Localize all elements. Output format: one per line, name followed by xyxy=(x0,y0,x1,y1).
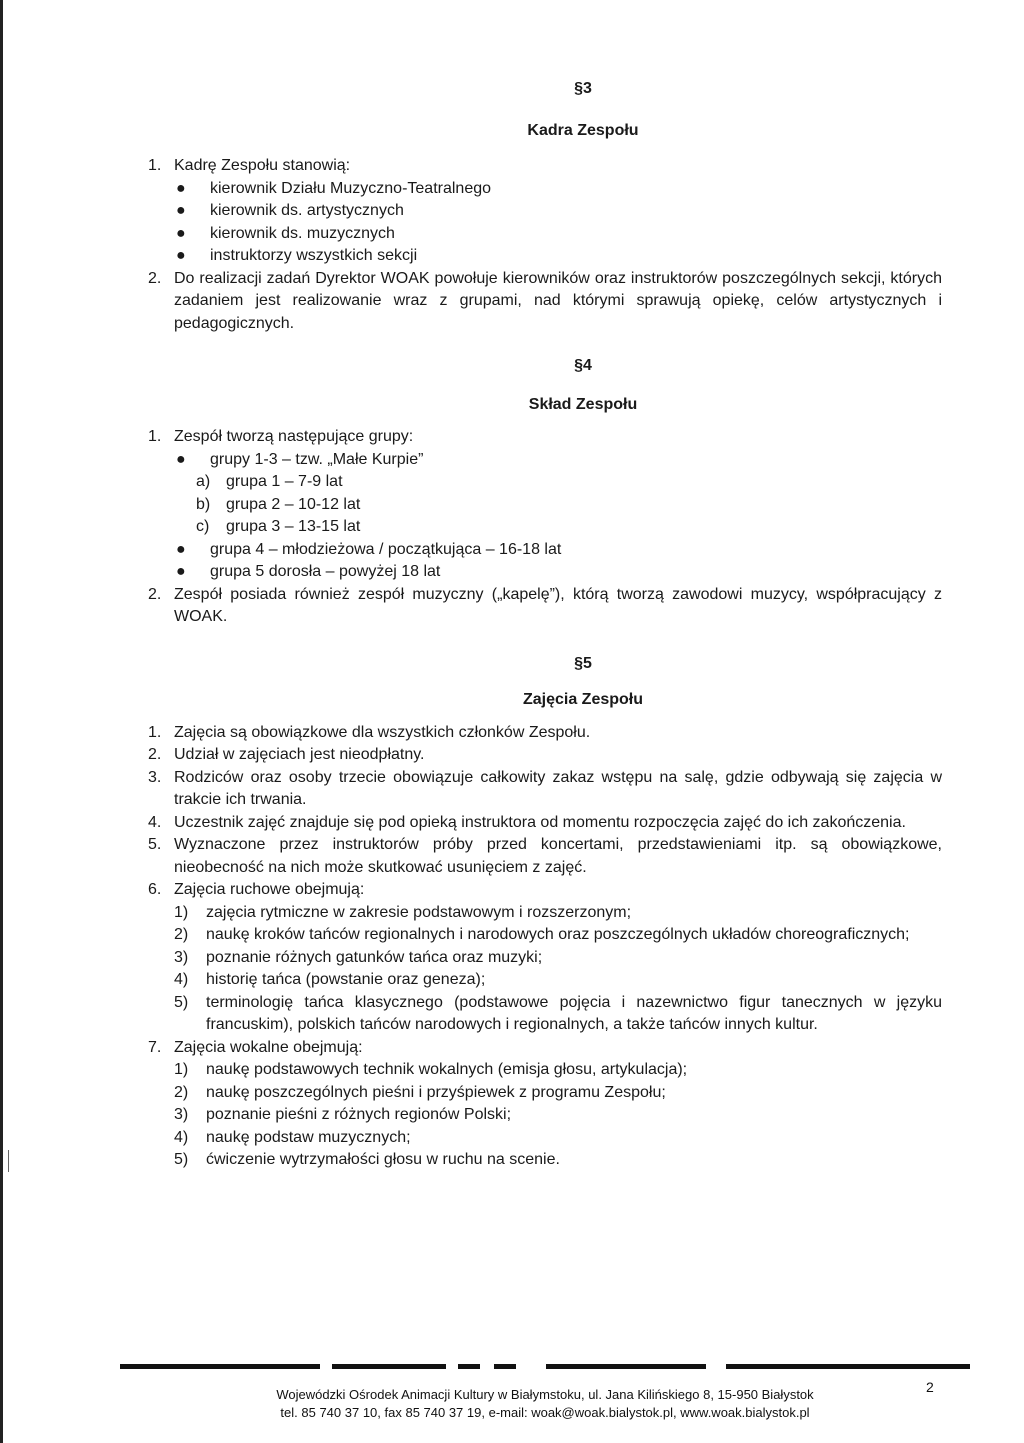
s5-p2-text: Udział w zajęciach jest nieodpłatny. xyxy=(174,746,425,763)
s5-l7-item xyxy=(174,1059,942,1082)
scan-edge xyxy=(0,0,3,1443)
section-4-heading: §4 xyxy=(574,357,592,374)
bullet-icon: ● xyxy=(176,224,186,242)
bullet-icon: ● xyxy=(176,563,186,580)
s5-p3-number: 3. xyxy=(148,768,162,786)
s3-bullet xyxy=(148,200,942,223)
s5-l6-label: 3) xyxy=(174,948,189,966)
s3-p2-text: Do realizacji zadań Dyrektor WOAK powołuje kierowników oraz instruktorów poszczególnych sekcji, których zadaniem jest realizowanie wraz z grupami, nad którymi sprawują opiekę, celów artystycznych i pedagogicznych. xyxy=(174,269,942,332)
s4-sub-item xyxy=(196,494,942,517)
s3-paragraph-1 xyxy=(148,155,942,178)
footer-address: Wojewódzki Ośrodek Animacji Kultury w Białymstoku, ul. Jana Kilińskiego 8, 15-950 Białystok xyxy=(276,1387,814,1402)
s5-p4-number: 4. xyxy=(148,813,162,831)
s5-l7-item xyxy=(174,1082,942,1105)
s3-bullet-text: kierownik ds. muzycznych xyxy=(210,224,395,242)
s5-l6-item xyxy=(174,969,942,992)
s5-l6-label: 1) xyxy=(174,903,189,921)
s5-p3-text: Rodziców oraz osoby trzecie obowiązuje całkowity zakaz wstępu na salę, gdzie odbywają się zajęcia w trakcie ich trwania. xyxy=(174,768,942,808)
s3-bullet-text: instruktorzy wszystkich sekcji xyxy=(210,247,418,264)
s5-l7-text: ćwiczenie wytrzymałości głosu w ruchu na scenie. xyxy=(206,1151,560,1168)
s3-p1-number: 1. xyxy=(148,157,162,174)
page-number: 2 xyxy=(926,1379,934,1395)
s5-paragraph-2 xyxy=(148,744,942,767)
s4-bullet-text: grupy 1-3 – tzw. „Małe Kurpie” xyxy=(210,450,424,468)
bullet-icon: ● xyxy=(176,179,186,197)
s5-l7-text: naukę poszczególnych pieśni i przyśpiewek z programu Zespołu; xyxy=(206,1083,666,1101)
divider-segment xyxy=(494,1364,516,1369)
divider-segment xyxy=(726,1364,970,1369)
s5-l6-text: historię tańca (powstanie oraz geneza); xyxy=(206,971,486,988)
s4-paragraph-1 xyxy=(148,426,942,449)
s3-p1-text: Kadrę Zespołu stanowią: xyxy=(174,157,351,174)
s5-p2-number: 2. xyxy=(148,746,162,763)
s5-l6-item xyxy=(174,902,942,925)
s4-sub-item xyxy=(196,471,942,494)
s3-bullet xyxy=(148,223,942,246)
s5-p6-text: Zajęcia ruchowe obejmują: xyxy=(174,881,365,898)
divider-segment xyxy=(332,1364,446,1369)
bullet-icon: ● xyxy=(176,202,186,219)
s5-p1-number: 1. xyxy=(148,723,162,741)
s4-p1-text: Zespół tworzą następujące grupy: xyxy=(174,428,414,445)
divider-segment xyxy=(458,1364,480,1369)
s4-p2-number: 2. xyxy=(148,585,162,603)
s5-l7-label: 4) xyxy=(174,1128,189,1146)
s4-sub-text: grupa 1 – 7-9 lat xyxy=(226,473,343,490)
s5-l7-text: naukę podstawowych technik wokalnych (emisja głosu, artykulacja); xyxy=(206,1061,688,1078)
s4-sub-label: c) xyxy=(196,518,210,535)
s5-p6-number: 6. xyxy=(148,881,162,898)
s5-p5-number: 5. xyxy=(148,836,162,853)
footer-divider xyxy=(120,1364,970,1370)
s5-paragraph-7 xyxy=(148,1037,942,1060)
s4-sub-text: grupa 2 – 10-12 lat xyxy=(226,495,361,513)
s5-l7-text: poznanie pieśni z różnych regionów Polski; xyxy=(206,1106,512,1123)
s4-bullet xyxy=(148,449,942,472)
s5-list-7 xyxy=(148,1059,942,1172)
s5-l7-text: naukę podstaw muzycznych; xyxy=(206,1128,411,1146)
section-4-title: Skład Zespołu xyxy=(528,395,638,413)
s5-l6-text: naukę kroków tańców regionalnych i narodowych oraz poszczególnych układów choreograficznych; xyxy=(206,926,910,943)
s3-p2-number: 2. xyxy=(148,269,162,287)
s4-bullet-text: grupa 4 – młodzieżowa / początkująca – 16-18 lat xyxy=(210,540,562,558)
s5-l7-item xyxy=(174,1149,942,1172)
bullet-icon: ● xyxy=(176,540,186,558)
s5-p7-number: 7. xyxy=(148,1038,162,1056)
divider-segment xyxy=(546,1364,706,1369)
s5-l6-label: 2) xyxy=(174,926,189,943)
s5-l6-text: terminologię tańca klasycznego (podstawowe pojęcia i nazewnictwo figur tanecznych w języku francuskim), polskich tańców narodowych i regionalnych, a także tańców innych kultur. xyxy=(206,993,942,1033)
s3-paragraph-2 xyxy=(148,268,942,336)
bullet-icon: ● xyxy=(176,450,186,468)
s5-l7-label: 5) xyxy=(174,1151,189,1168)
footer-contact: tel. 85 740 37 10, fax 85 740 37 19, e-mail: woak@woak.bialystok.pl, www.woak.bialystok.pl xyxy=(280,1405,810,1420)
s5-paragraph-6 xyxy=(148,879,942,902)
s5-paragraph-1 xyxy=(148,722,942,745)
s3-bullet-text: kierownik ds. artystycznych xyxy=(210,202,404,219)
s4-sublist xyxy=(148,471,942,539)
section-5-heading: §5 xyxy=(574,654,592,672)
s4-sub-label: b) xyxy=(196,495,211,513)
s5-l6-text: poznanie różnych gatunków tańca oraz muzyki; xyxy=(206,948,543,966)
s5-l6-label: 5) xyxy=(174,993,189,1011)
s4-bullet xyxy=(148,561,942,584)
s4-p2-text: Zespół posiada również zespół muzyczny („kapelę”), którą tworzą zawodowi muzycy, współpracujący z WOAK. xyxy=(174,585,942,625)
s5-l6-label: 4) xyxy=(174,971,189,988)
s5-l7-label: 2) xyxy=(174,1083,189,1101)
s5-list-6 xyxy=(148,902,942,1037)
section-3-heading: §3 xyxy=(574,80,592,97)
section-5-title: Zajęcia Zespołu xyxy=(522,691,644,708)
s5-l6-text: zajęcia rytmiczne w zakresie podstawowym i rozszerzonym; xyxy=(206,903,632,921)
s4-sub-text: grupa 3 – 13-15 lat xyxy=(226,518,361,535)
s5-l7-item xyxy=(174,1104,942,1127)
s5-p7-text: Zajęcia wokalne obejmują: xyxy=(174,1038,363,1056)
s3-bullet xyxy=(148,245,942,268)
s4-paragraph-2 xyxy=(148,584,942,629)
s5-l7-label: 3) xyxy=(174,1106,189,1123)
s5-paragraph-5 xyxy=(148,834,942,879)
s4-p1-number: 1. xyxy=(148,428,162,445)
s5-paragraph-4 xyxy=(148,812,942,835)
divider-segment xyxy=(120,1364,320,1369)
section-3-title: Kadra Zespołu xyxy=(527,121,639,139)
scan-mark xyxy=(8,1150,9,1172)
s4-sub-label: a) xyxy=(196,473,211,490)
s3-bullet xyxy=(148,178,942,201)
s5-l6-item xyxy=(174,947,942,970)
s5-l6-item xyxy=(174,924,942,947)
s4-bullet xyxy=(148,539,942,562)
s5-l7-item xyxy=(174,1127,942,1150)
s4-bullet-text: grupa 5 dorosła – powyżej 18 lat xyxy=(210,563,441,580)
s3-bullet-text: kierownik Działu Muzyczno-Teatralnego xyxy=(210,179,492,197)
s5-p5-text: Wyznaczone przez instruktorów próby przed koncertami, przedstawieniami itp. są obowiązkowe, nieobecność na nich może skutkować usunięciem z zajęć. xyxy=(174,836,942,876)
s5-p4-text: Uczestnik zajęć znajduje się pod opieką instruktora od momentu rozpoczęcia zajęć do ich zakończenia. xyxy=(174,813,906,831)
footer xyxy=(120,1386,970,1422)
s5-p1-text: Zajęcia są obowiązkowe dla wszystkich członków Zespołu. xyxy=(174,723,591,741)
s5-paragraph-3 xyxy=(148,767,942,812)
s4-sub-item xyxy=(196,516,942,539)
s5-l7-label: 1) xyxy=(174,1061,189,1078)
bullet-icon: ● xyxy=(176,247,186,264)
document-page xyxy=(148,78,942,1172)
s5-l6-item xyxy=(174,992,942,1037)
